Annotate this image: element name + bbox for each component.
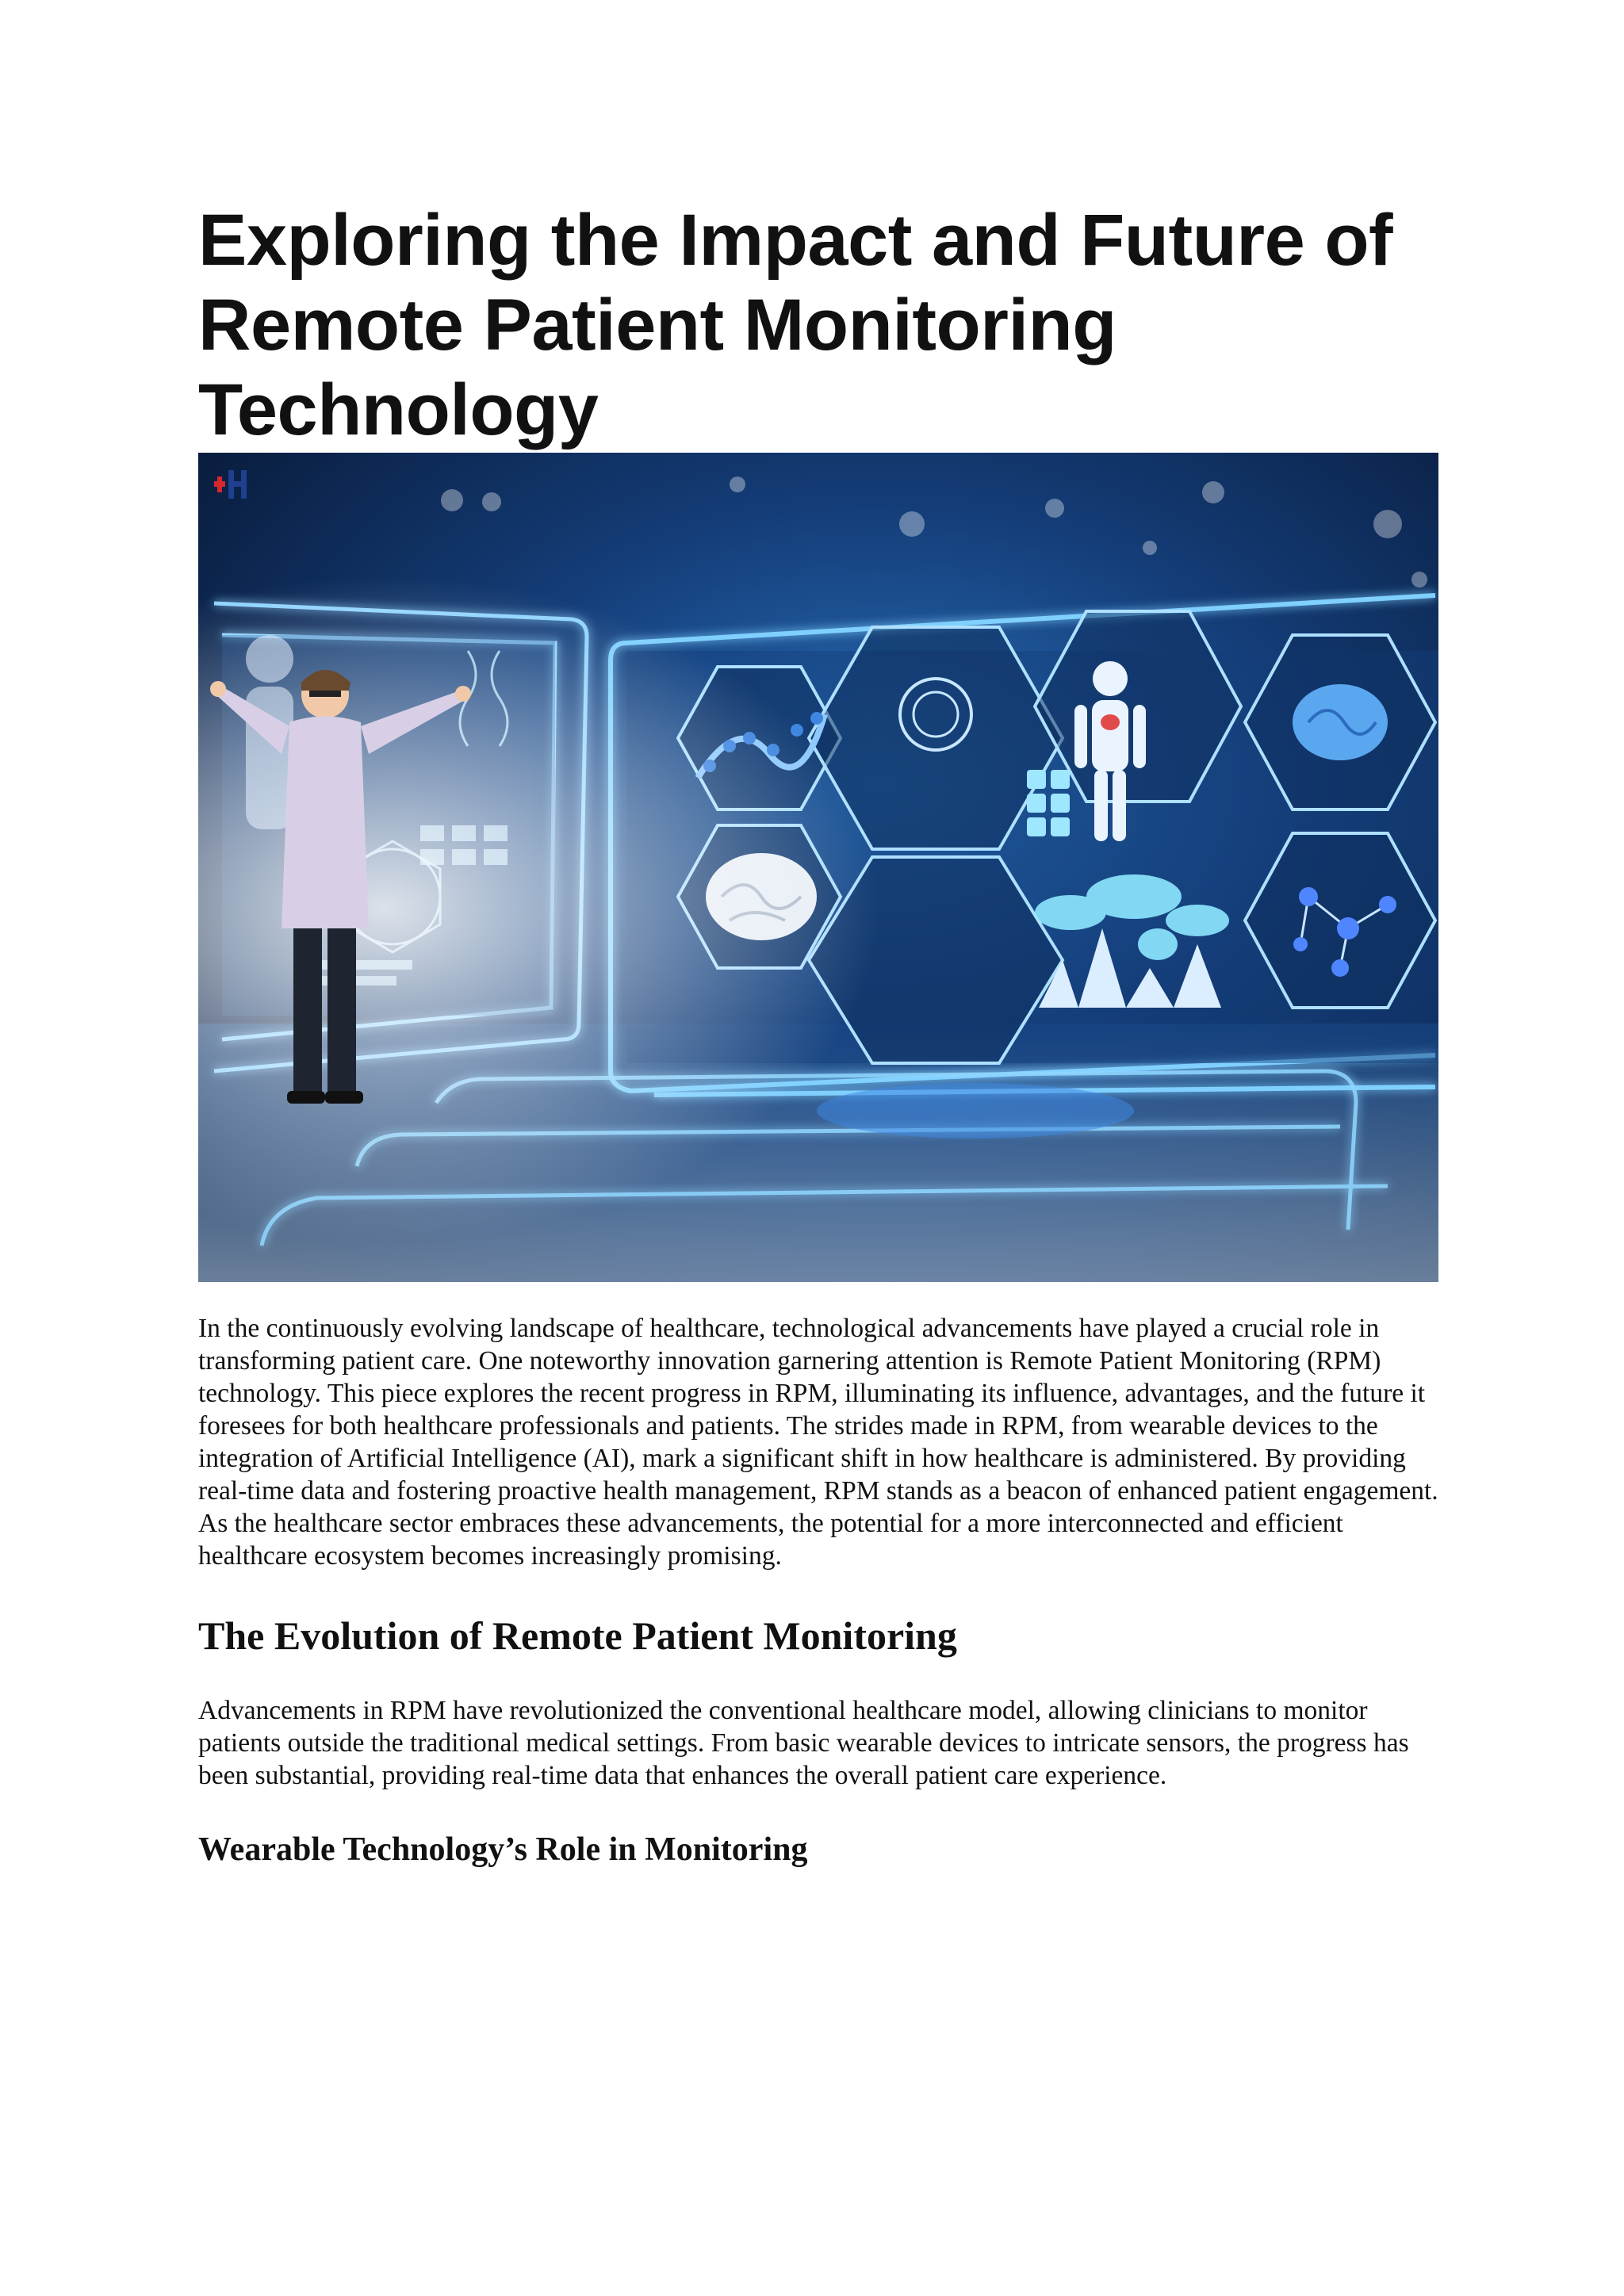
article-title: Exploring the Impact and Future of Remote Patient Monitoring Technology xyxy=(198,200,1393,450)
section-heading-wearable: Wearable Technology’s Role in Monitoring xyxy=(198,1831,808,1868)
hero-illustration xyxy=(198,453,1438,1282)
evolution-paragraph: Advancements in RPM have revolutionized the conventional healthcare model, allowing clinicians to monitor patients outside the traditional medical settings. From basic wearable devices to intricate sensors, the progress has been substantial, providing real-time data that enhances the overall patient care experience. xyxy=(198,1696,1409,1790)
hero-image xyxy=(198,453,1438,1282)
logo-icon xyxy=(213,467,251,502)
article xyxy=(198,198,1438,1869)
section-heading-evolution: The Evolution of Remote Patient Monitoring xyxy=(198,1613,957,1658)
intro-paragraph: In the continuously evolving landscape of healthcare, technological advancements have played a crucial role in transforming patient care. One noteworthy innovation garnering attention is Remote Patient Monitoring (RPM) technology. This piece explores the recent progress in RPM, illuminating its influence, advantages, and the future it foresees for both healthcare professionals and patients. The strides made in RPM, from wearable devices to the integration of Artificial Intelligence (AI), mark a significant shift in how healthcare is administered. By providing real-time data and fostering proactive health management, RPM stands as a beacon of enhanced patient engagement. As the healthcare sector embraces these advancements, the potential for a more interconnected and efficient healthcare ecosystem becomes increasingly promising. xyxy=(198,1314,1438,1571)
